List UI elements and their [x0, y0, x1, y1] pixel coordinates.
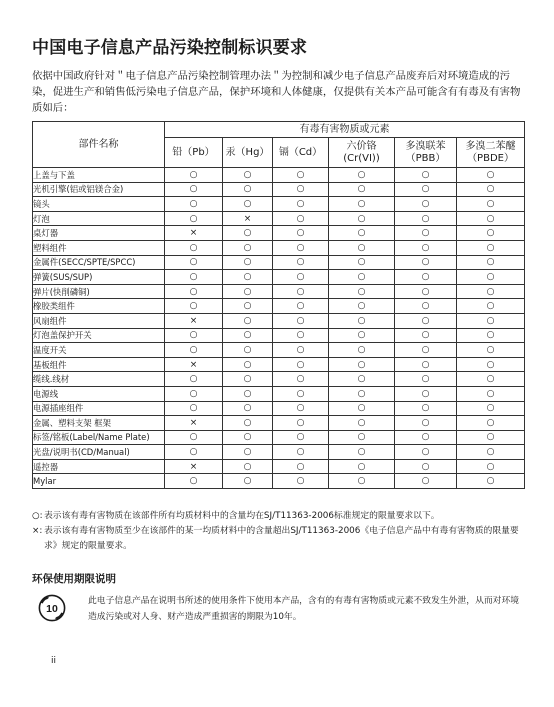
- substance-header: [165, 138, 223, 168]
- table-row: [33, 299, 525, 314]
- substance-mark-cell: ○: [273, 226, 329, 241]
- substance-mark-cell: ○: [223, 182, 273, 197]
- note-item: [32, 509, 526, 524]
- part-name-cell: Mylar: [33, 474, 165, 489]
- substance-mark-cell: ○: [457, 459, 525, 474]
- substance-mark-cell: ○: [395, 255, 457, 270]
- substance-mark-cell: ○: [223, 386, 273, 401]
- substance-mark-cell: ○: [329, 313, 395, 328]
- substance-mark-cell: ○: [165, 445, 223, 460]
- substance-mark-cell: ○: [395, 401, 457, 416]
- substance-mark-cell: ○: [457, 430, 525, 445]
- part-name-cell: 镜头: [33, 197, 165, 212]
- substance-mark-cell: ○: [223, 328, 273, 343]
- substance-mark-cell: ○: [273, 328, 329, 343]
- table-row: [33, 430, 525, 445]
- part-name-cell: 电源线: [33, 386, 165, 401]
- note-text: 表示该有毒有害物质至少在该部件的某一均质材料中的含量超出SJ/T11363-2006《电子信息产品中有毒有害物质的限量要求》规定的限量要求。: [44, 526, 519, 551]
- substance-name: 汞（Hg）: [225, 146, 270, 158]
- substance-mark-cell: ○: [273, 372, 329, 387]
- part-name-cell: 风扇组件: [33, 313, 165, 328]
- note-text: 表示该有毒有害物质在该部件所有均质材料中的含量均在SJ/T11363-2006标准规定的限量要求以下。: [44, 511, 440, 521]
- substance-mark-cell: ○: [395, 313, 457, 328]
- part-name-cell: 上盖与下盖: [33, 168, 165, 183]
- substance-mark-cell: ○: [223, 445, 273, 460]
- substance-mark-cell: ○: [457, 357, 525, 372]
- substance-mark-cell: ○: [395, 459, 457, 474]
- substance-mark-cell: ○: [223, 343, 273, 358]
- table-row: [33, 313, 525, 328]
- table-row: [33, 182, 525, 197]
- substance-mark-cell: ○: [329, 474, 395, 489]
- substance-mark-cell: ○: [165, 430, 223, 445]
- substance-mark-cell: ○: [457, 255, 525, 270]
- substance-mark-cell: ○: [329, 182, 395, 197]
- env-section-title: 环保使用期限说明: [32, 573, 116, 585]
- part-name-cell: 桌灯器: [33, 226, 165, 241]
- substance-mark-cell: ○: [395, 197, 457, 212]
- table-row: [33, 357, 525, 372]
- substance-mark-cell: ○: [165, 255, 223, 270]
- substance-mark-cell: ○: [223, 168, 273, 183]
- part-name-cell: 灯泡盖保护开关: [33, 328, 165, 343]
- part-name-cell: 温度开关: [33, 343, 165, 358]
- substance-mark-cell: ○: [395, 240, 457, 255]
- substance-mark-cell: ○: [395, 416, 457, 431]
- table-row: [33, 343, 525, 358]
- part-name-cell: 弹片(快削磷铜): [33, 284, 165, 299]
- substance-mark-cell: ○: [329, 211, 395, 226]
- substance-mark-cell: ○: [273, 240, 329, 255]
- table-row: [33, 416, 525, 431]
- substance-mark-cell: ○: [457, 401, 525, 416]
- substance-group-header: 有毒有害物质或元素: [165, 122, 525, 138]
- substance-header: [223, 138, 273, 168]
- substance-mark-cell: ○: [165, 270, 223, 285]
- part-name-cell: 橡胶类组件: [33, 299, 165, 314]
- part-name-cell: 金属件(SECC/SPTE/SPCC): [33, 255, 165, 270]
- substance-mark-cell: ○: [273, 386, 329, 401]
- part-name-cell: 弹簧(SUS/SUP): [33, 270, 165, 285]
- substance-mark-cell: ×: [165, 416, 223, 431]
- substance-symbol: （PBB）: [405, 152, 446, 164]
- part-name-cell: 灯泡: [33, 211, 165, 226]
- substance-mark-cell: ○: [273, 197, 329, 212]
- substance-symbol: （PBDE）: [467, 152, 514, 164]
- substance-mark-cell: ○: [395, 372, 457, 387]
- table-row: [33, 211, 525, 226]
- substance-mark-cell: ○: [273, 430, 329, 445]
- substance-mark-cell: ○: [165, 240, 223, 255]
- substance-mark-cell: ○: [395, 182, 457, 197]
- substance-name: 铅（Pb）: [172, 146, 215, 158]
- part-name-cell: 金属、塑料支架 框架: [33, 416, 165, 431]
- note-symbol: ×:: [32, 526, 43, 536]
- substance-name: 多溴二苯醚: [465, 140, 516, 152]
- substance-mark-cell: ○: [395, 226, 457, 241]
- substance-name: 多溴联苯: [405, 140, 446, 152]
- substance-mark-cell: ○: [165, 211, 223, 226]
- substance-mark-cell: ○: [273, 401, 329, 416]
- substance-mark-cell: ○: [457, 240, 525, 255]
- substance-mark-cell: ○: [457, 168, 525, 183]
- substance-mark-cell: ○: [165, 372, 223, 387]
- substance-mark-cell: ○: [457, 474, 525, 489]
- table-row: [33, 270, 525, 285]
- page-title: 中国电子信息产品污染控制标识要求: [32, 38, 308, 58]
- substance-mark-cell: ○: [329, 328, 395, 343]
- part-name-cell: 塑料组件: [33, 240, 165, 255]
- substance-mark-cell: ○: [223, 430, 273, 445]
- substance-mark-cell: ○: [223, 416, 273, 431]
- substance-mark-cell: ○: [329, 284, 395, 299]
- substance-mark-cell: ○: [165, 401, 223, 416]
- table-row: [33, 372, 525, 387]
- substance-name: 六价铬: [346, 140, 377, 152]
- substance-mark-cell: ○: [223, 401, 273, 416]
- substance-mark-cell: ○: [457, 270, 525, 285]
- substance-mark-cell: ○: [395, 299, 457, 314]
- substance-mark-cell: ○: [273, 270, 329, 285]
- substance-mark-cell: ○: [457, 416, 525, 431]
- substance-mark-cell: ○: [329, 240, 395, 255]
- substance-mark-cell: ○: [329, 416, 395, 431]
- substance-mark-cell: ○: [329, 430, 395, 445]
- substance-mark-cell: ×: [165, 313, 223, 328]
- substance-mark-cell: ○: [457, 182, 525, 197]
- substance-mark-cell: ○: [273, 182, 329, 197]
- substance-mark-cell: ○: [457, 372, 525, 387]
- part-name-cell: 基板组件: [33, 357, 165, 372]
- substance-mark-cell: ○: [223, 372, 273, 387]
- substance-mark-cell: ○: [273, 357, 329, 372]
- substance-mark-cell: ○: [395, 328, 457, 343]
- substance-mark-cell: ○: [395, 270, 457, 285]
- substance-mark-cell: ○: [329, 445, 395, 460]
- substance-mark-cell: ○: [273, 343, 329, 358]
- table-row: [33, 328, 525, 343]
- substance-mark-cell: ○: [395, 386, 457, 401]
- substance-mark-cell: ○: [329, 168, 395, 183]
- table-row: [33, 197, 525, 212]
- substance-mark-cell: ○: [223, 357, 273, 372]
- env-description: 此电子信息产品在说明书所述的使用条件下使用本产品，含有的有毒有害物质或元素不致发生外泄，从而对环境造成污染或对人身、财产造成严重损害的期限为10年。: [88, 596, 520, 622]
- substance-mark-cell: ○: [273, 416, 329, 431]
- substance-header: [457, 138, 525, 168]
- substance-mark-cell: ○: [329, 197, 395, 212]
- substance-mark-cell: ○: [457, 211, 525, 226]
- substance-mark-cell: ○: [329, 459, 395, 474]
- badge-number: 10: [46, 603, 58, 615]
- page-number: ii: [51, 656, 57, 666]
- substance-mark-cell: ○: [329, 226, 395, 241]
- substance-mark-cell: ○: [329, 386, 395, 401]
- substance-mark-cell: ○: [395, 357, 457, 372]
- table-row: [33, 459, 525, 474]
- substance-mark-cell: ○: [395, 474, 457, 489]
- substance-mark-cell: ○: [395, 343, 457, 358]
- substance-header: [273, 138, 329, 168]
- substance-mark-cell: ○: [165, 386, 223, 401]
- substance-mark-cell: ○: [165, 168, 223, 183]
- substance-mark-cell: ○: [223, 197, 273, 212]
- substance-mark-cell: ○: [165, 474, 223, 489]
- substance-mark-cell: ○: [165, 182, 223, 197]
- substance-mark-cell: ○: [223, 284, 273, 299]
- substance-mark-cell: ○: [273, 445, 329, 460]
- substance-mark-cell: ○: [457, 386, 525, 401]
- substance-mark-cell: ○: [273, 168, 329, 183]
- substance-mark-cell: ○: [273, 284, 329, 299]
- substance-mark-cell: ×: [223, 211, 273, 226]
- substance-mark-cell: ○: [457, 197, 525, 212]
- substance-mark-cell: ○: [329, 270, 395, 285]
- substance-mark-cell: ○: [329, 401, 395, 416]
- substance-mark-cell: ○: [457, 226, 525, 241]
- substance-mark-cell: ○: [329, 255, 395, 270]
- substance-mark-cell: ○: [395, 168, 457, 183]
- substance-header: [395, 138, 457, 168]
- substance-mark-cell: ○: [457, 299, 525, 314]
- substance-mark-cell: ○: [223, 313, 273, 328]
- table-row: [33, 284, 525, 299]
- substance-mark-cell: ○: [329, 372, 395, 387]
- substance-mark-cell: ○: [395, 445, 457, 460]
- part-name-cell: 电源插座组件: [33, 401, 165, 416]
- substance-mark-cell: ○: [165, 299, 223, 314]
- substance-mark-cell: ○: [329, 343, 395, 358]
- substance-mark-cell: ○: [273, 211, 329, 226]
- substance-mark-cell: ○: [165, 343, 223, 358]
- substance-mark-cell: ○: [223, 299, 273, 314]
- table-row: [33, 168, 525, 183]
- substance-mark-cell: ○: [273, 299, 329, 314]
- substance-mark-cell: ○: [165, 284, 223, 299]
- part-name-cell: 光机引擎(铝或铝镁合金): [33, 182, 165, 197]
- part-name-cell: 光盘/说明书(CD/Manual): [33, 445, 165, 460]
- substance-mark-cell: ○: [329, 299, 395, 314]
- substance-mark-cell: ○: [273, 474, 329, 489]
- substance-mark-cell: ○: [395, 211, 457, 226]
- substance-mark-cell: ×: [165, 357, 223, 372]
- substance-mark-cell: ○: [457, 284, 525, 299]
- table-row: [33, 401, 525, 416]
- substance-mark-cell: ○: [273, 255, 329, 270]
- substance-header: [329, 138, 395, 168]
- part-name-cell: 标签/铭板(Label/Name Plate): [33, 430, 165, 445]
- part-name-cell: 遥控器: [33, 459, 165, 474]
- substance-mark-cell: ○: [273, 459, 329, 474]
- substance-mark-cell: ○: [165, 197, 223, 212]
- table-row: [33, 474, 525, 489]
- substance-mark-cell: ○: [457, 313, 525, 328]
- substance-mark-cell: ○: [223, 240, 273, 255]
- substance-mark-cell: ○: [223, 459, 273, 474]
- part-name-cell: 缆线.线材: [33, 372, 165, 387]
- part-name-header: 部件名称: [33, 122, 165, 168]
- note-item: [32, 524, 526, 554]
- substance-mark-cell: ○: [395, 430, 457, 445]
- intro-paragraph: 依据中国政府针对＂电子信息产品污染控制管理办法＂为控制和减少电子信息产品废弃后对环境造成的污染，促进生产和销售低污染电子信息产品，保护环境和人体健康，仅提供有关本产品可能含有有毒及有害物质如后：: [32, 70, 521, 114]
- substance-mark-cell: ○: [273, 313, 329, 328]
- table-row: [33, 386, 525, 401]
- table-row: [33, 226, 525, 241]
- substance-symbol: (Cr(VI)): [343, 152, 380, 164]
- substance-mark-cell: ○: [395, 284, 457, 299]
- substance-mark-cell: ○: [457, 343, 525, 358]
- substance-mark-cell: ○: [457, 328, 525, 343]
- table-row: [33, 445, 525, 460]
- substance-mark-cell: ○: [457, 445, 525, 460]
- substance-mark-cell: ○: [223, 255, 273, 270]
- substance-mark-cell: ○: [329, 357, 395, 372]
- substance-mark-cell: ×: [165, 226, 223, 241]
- note-symbol: ○:: [32, 511, 43, 521]
- epup-10-year-icon: [38, 594, 66, 622]
- table-notes: [32, 509, 526, 554]
- substance-mark-cell: ×: [165, 459, 223, 474]
- table-row: [33, 255, 525, 270]
- substance-mark-cell: ○: [223, 474, 273, 489]
- substance-name: 镉（Cd）: [278, 146, 323, 158]
- hazardous-substance-table: [32, 121, 525, 489]
- table-row: [33, 240, 525, 255]
- substance-mark-cell: ○: [223, 226, 273, 241]
- substance-mark-cell: ○: [223, 270, 273, 285]
- substance-mark-cell: ○: [165, 328, 223, 343]
